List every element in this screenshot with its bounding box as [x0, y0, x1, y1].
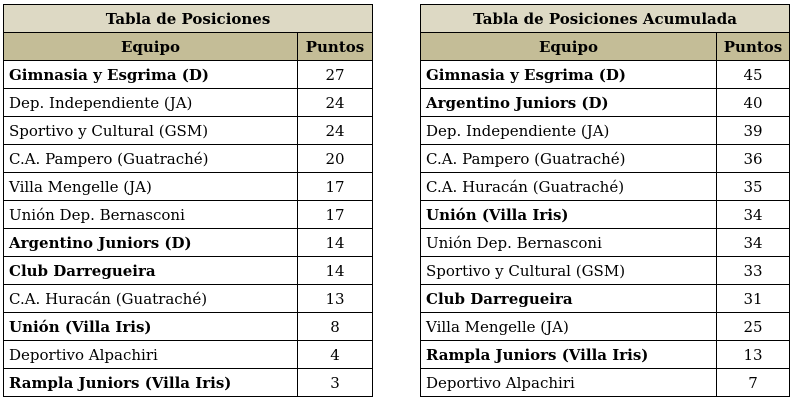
table-title-row	[421, 5, 790, 33]
table-row	[421, 89, 790, 117]
table-row	[4, 257, 373, 285]
table-row	[4, 61, 373, 89]
points-cell: 14	[298, 257, 373, 285]
table-row	[4, 341, 373, 369]
points-cell: 25	[717, 313, 790, 341]
team-name-cell: Villa Mengelle (JA)	[4, 173, 298, 201]
points-cell: 20	[298, 145, 373, 173]
team-name-cell: Unión Dep. Bernasconi	[4, 201, 298, 229]
table-row	[421, 173, 790, 201]
points-cell: 27	[298, 61, 373, 89]
team-name-cell: Rampla Juniors (Villa Iris)	[4, 369, 298, 397]
table-title-row	[4, 5, 373, 33]
team-name-cell: Deportivo Alpachiri	[421, 369, 717, 397]
team-name-cell: Argentino Juniors (D)	[4, 229, 298, 257]
column-header-team: Equipo	[4, 33, 298, 61]
points-cell: 45	[717, 61, 790, 89]
table-row	[4, 201, 373, 229]
column-header-row	[4, 33, 373, 61]
points-cell: 8	[298, 313, 373, 341]
points-cell: 40	[717, 89, 790, 117]
points-cell: 4	[298, 341, 373, 369]
team-name-cell: Gimnasia y Esgrima (D)	[4, 61, 298, 89]
team-name-cell: Argentino Juniors (D)	[421, 89, 717, 117]
points-cell: 33	[717, 257, 790, 285]
team-name-cell: C.A. Huracán (Guatraché)	[421, 173, 717, 201]
table-row	[421, 201, 790, 229]
table-row	[4, 173, 373, 201]
team-name-cell: Dep. Independiente (JA)	[4, 89, 298, 117]
standings-body	[421, 61, 790, 397]
team-name-cell: Unión Dep. Bernasconi	[421, 229, 717, 257]
points-cell: 35	[717, 173, 790, 201]
column-header-row	[421, 33, 790, 61]
team-name-cell: Gimnasia y Esgrima (D)	[421, 61, 717, 89]
points-cell: 3	[298, 369, 373, 397]
team-name-cell: C.A. Pampero (Guatraché)	[4, 145, 298, 173]
team-name-cell: Club Darregueira	[4, 257, 298, 285]
points-cell: 39	[717, 117, 790, 145]
points-cell: 17	[298, 201, 373, 229]
points-cell: 24	[298, 89, 373, 117]
team-name-cell: Sportivo y Cultural (GSM)	[421, 257, 717, 285]
cumulative-standings-table	[420, 4, 790, 397]
team-name-cell: Sportivo y Cultural (GSM)	[4, 117, 298, 145]
table-row	[4, 117, 373, 145]
team-name-cell: Deportivo Alpachiri	[4, 341, 298, 369]
team-name-cell: C.A. Huracán (Guatraché)	[4, 285, 298, 313]
column-header-points: Puntos	[717, 33, 790, 61]
standings-table	[3, 4, 373, 397]
points-cell: 13	[717, 341, 790, 369]
standings-body	[4, 61, 373, 397]
team-name-cell: Dep. Independiente (JA)	[421, 117, 717, 145]
table-row	[421, 145, 790, 173]
points-cell: 13	[298, 285, 373, 313]
table-row	[4, 89, 373, 117]
points-cell: 34	[717, 201, 790, 229]
column-header-team: Equipo	[421, 33, 717, 61]
table-row	[4, 369, 373, 397]
table-row	[421, 61, 790, 89]
table-row	[421, 285, 790, 313]
table-row	[421, 341, 790, 369]
team-name-cell: Club Darregueira	[421, 285, 717, 313]
table-row	[421, 369, 790, 397]
points-cell: 31	[717, 285, 790, 313]
team-name-cell: Rampla Juniors (Villa Iris)	[421, 341, 717, 369]
team-name-cell: Unión (Villa Iris)	[421, 201, 717, 229]
points-cell: 36	[717, 145, 790, 173]
table-row	[421, 257, 790, 285]
points-cell: 24	[298, 117, 373, 145]
team-name-cell: Unión (Villa Iris)	[4, 313, 298, 341]
table-title: Tabla de Posiciones Acumulada	[421, 5, 790, 33]
table-row	[4, 313, 373, 341]
points-cell: 17	[298, 173, 373, 201]
table-row	[4, 229, 373, 257]
team-name-cell: C.A. Pampero (Guatraché)	[421, 145, 717, 173]
table-row	[4, 145, 373, 173]
table-row	[421, 229, 790, 257]
table-title: Tabla de Posiciones	[4, 5, 373, 33]
team-name-cell: Villa Mengelle (JA)	[421, 313, 717, 341]
table-row	[421, 117, 790, 145]
table-row	[4, 285, 373, 313]
points-cell: 7	[717, 369, 790, 397]
table-row	[421, 313, 790, 341]
column-header-points: Puntos	[298, 33, 373, 61]
points-cell: 14	[298, 229, 373, 257]
points-cell: 34	[717, 229, 790, 257]
